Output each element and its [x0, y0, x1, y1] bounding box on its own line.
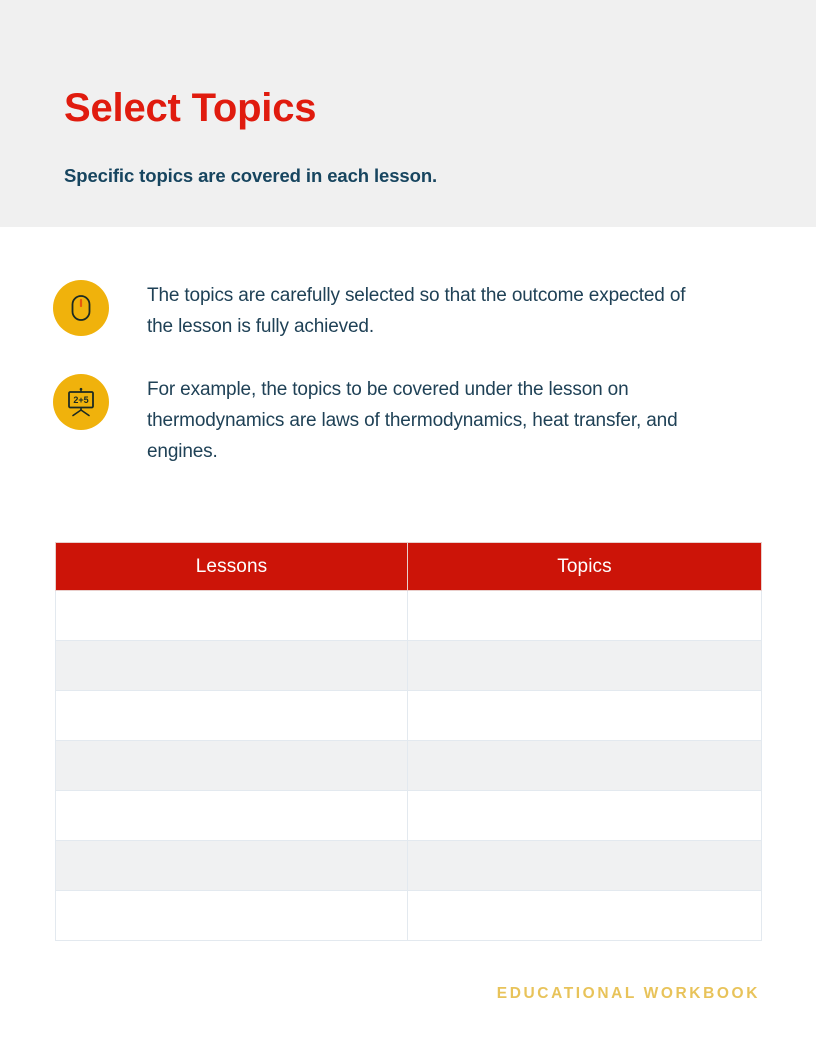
- table-header-row: [56, 543, 762, 591]
- cell-topic[interactable]: [408, 591, 762, 641]
- svg-text:2+5: 2+5: [73, 395, 89, 405]
- bullet-text: For example, the topics to be covered under the lesson on thermodynamics are laws of thermodynamics, heat transfer, and engines.: [147, 379, 678, 462]
- cell-topic[interactable]: [408, 841, 762, 891]
- table-row: [56, 641, 762, 691]
- bullet-item: [53, 372, 753, 467]
- footer-brand-label: EDUCATIONAL WORKBOOK: [496, 985, 760, 1002]
- table-row: [56, 791, 762, 841]
- bullet-list: [53, 278, 753, 497]
- table-row: [56, 841, 762, 891]
- cell-topic[interactable]: [408, 891, 762, 941]
- bullet-text: The topics are carefully selected so that the outcome expected of the lesson is fully achieved.: [147, 285, 686, 337]
- cell-lesson[interactable]: [56, 791, 408, 841]
- cell-topic[interactable]: [408, 741, 762, 791]
- table-row: [56, 591, 762, 641]
- presentation-board-icon: [53, 374, 109, 430]
- cell-topic[interactable]: [408, 641, 762, 691]
- page-title: Select Topics: [64, 86, 317, 130]
- table-row: [56, 691, 762, 741]
- page-subtitle: Specific topics are covered in each lesson.: [64, 165, 438, 186]
- column-header-topics: Topics: [408, 543, 762, 591]
- cell-lesson[interactable]: [56, 691, 408, 741]
- cell-lesson[interactable]: [56, 641, 408, 691]
- topics-table: [55, 542, 762, 941]
- cell-topic[interactable]: [408, 691, 762, 741]
- table-body: [56, 591, 762, 941]
- cell-lesson[interactable]: [56, 591, 408, 641]
- bullet-item: [53, 278, 753, 342]
- mouse-icon: [53, 280, 109, 336]
- table-head: [56, 543, 762, 591]
- cell-topic[interactable]: [408, 791, 762, 841]
- column-header-lessons: Lessons: [56, 543, 408, 591]
- table-row: [56, 891, 762, 941]
- cell-lesson[interactable]: [56, 841, 408, 891]
- cell-lesson[interactable]: [56, 891, 408, 941]
- cell-lesson[interactable]: [56, 741, 408, 791]
- table-row: [56, 741, 762, 791]
